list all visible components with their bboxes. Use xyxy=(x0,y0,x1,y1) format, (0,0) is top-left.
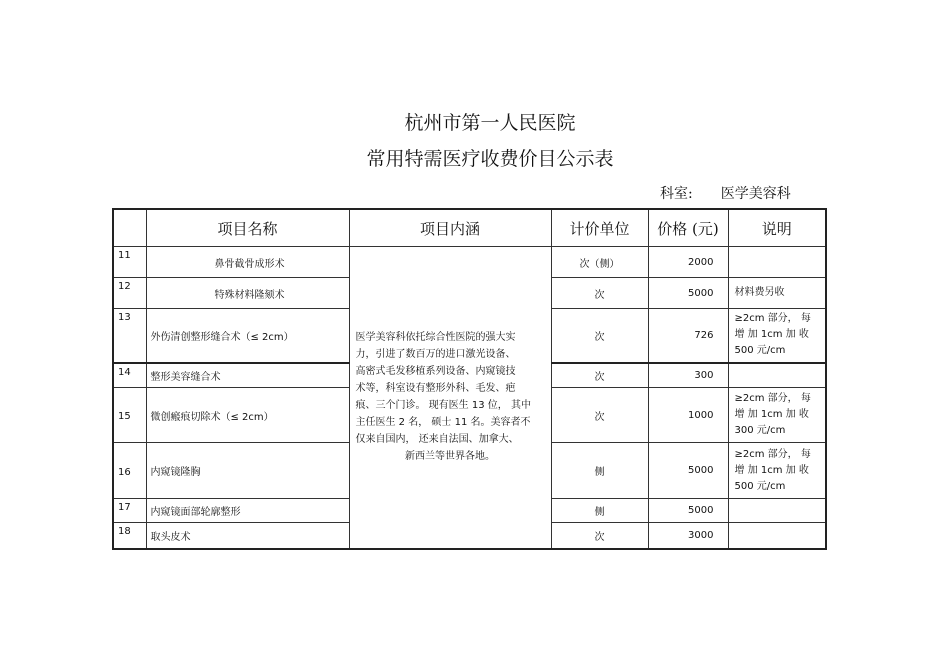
item-price: 5000 xyxy=(648,443,728,499)
header-no xyxy=(113,209,146,247)
header-price: 价格 (元) xyxy=(648,209,728,247)
item-unit: 次 xyxy=(551,388,648,443)
description-line: 主任医生 2 名， 硕士 11 名。美容者不 xyxy=(355,417,531,429)
note-line: ≥2cm 部分， 每 xyxy=(734,393,811,404)
header-unit: 计价单位 xyxy=(551,209,648,247)
description-line: 术等，科室设有整形外科、毛发、疤 xyxy=(355,383,516,395)
item-unit: 侧 xyxy=(551,443,648,499)
note-line: 增 加 1cm 加 收 xyxy=(734,464,809,476)
row-number: 14 xyxy=(113,363,146,388)
description-line: 力，引进了数百万的进口激光设备、 xyxy=(355,349,516,361)
row-number: 11 xyxy=(113,247,146,278)
item-price: 726 xyxy=(648,309,728,363)
item-note: 材料费另收 xyxy=(728,278,826,309)
item-unit: 次 xyxy=(551,278,648,309)
row-number: 18 xyxy=(113,523,146,549)
item-name: 特殊材料隆颏术 xyxy=(146,278,349,309)
item-price: 3000 xyxy=(648,523,728,549)
item-name: 取头皮术 xyxy=(146,523,349,549)
department-value: 医学美容科 xyxy=(720,186,791,202)
document-title: 常用特需医疗收费价目公示表 xyxy=(366,148,614,170)
item-unit: 侧 xyxy=(551,499,648,523)
item-note xyxy=(728,499,826,523)
item-note xyxy=(728,363,826,388)
item-price: 1000 xyxy=(648,388,728,443)
row-number: 16 xyxy=(113,443,146,499)
description-line: 新西兰等世界各地。 xyxy=(405,451,495,463)
item-price: 5000 xyxy=(648,499,728,523)
description-line: 高密式毛发移植系列设备、内窥镜技 xyxy=(355,366,516,378)
fee-table xyxy=(112,208,827,550)
item-name: 微创瘢痕切除术（≤ 2cm） xyxy=(146,388,349,443)
description-line: 仅来自国内， 还来自法国、加拿大、 xyxy=(355,434,519,446)
description-line: 痕、三个门诊。 现有医生 13 位， 其中 xyxy=(355,400,531,412)
item-name: 外伤清创整形缝合术（≤ 2cm） xyxy=(146,309,349,363)
item-name: 内窥镜面部轮廓整形 xyxy=(146,499,349,523)
item-note xyxy=(728,388,826,443)
item-price: 5000 xyxy=(648,278,728,309)
item-unit: 次 xyxy=(551,363,648,388)
hospital-name: 杭州市第一人民医院 xyxy=(404,112,576,134)
item-name: 鼻骨截骨成形术 xyxy=(146,247,349,278)
note-line: ≥2cm 部分， 每 xyxy=(734,313,811,325)
item-note xyxy=(728,523,826,549)
row-number: 15 xyxy=(113,388,146,443)
row-number: 12 xyxy=(113,278,146,309)
item-price: 2000 xyxy=(648,247,728,278)
header-name: 项目名称 xyxy=(146,209,349,247)
header-description: 项目内涵 xyxy=(349,209,551,247)
row-number: 13 xyxy=(113,309,146,363)
note-line: ≥2cm 部分， 每 xyxy=(734,448,811,460)
item-note xyxy=(728,443,826,499)
note-line: 增 加 1cm 加 收 xyxy=(734,329,809,341)
table-row xyxy=(113,247,826,278)
note-line: 300 元/cm xyxy=(734,425,786,436)
note-line: 增 加 1cm 加 收 xyxy=(734,409,809,420)
item-note xyxy=(728,309,826,363)
item-name: 整形美容缝合术 xyxy=(146,363,349,388)
header-row xyxy=(113,209,826,247)
item-note xyxy=(728,247,826,278)
row-number: 17 xyxy=(113,499,146,523)
description-line: 医学美容科依托综合性医院的强大实 xyxy=(355,332,516,344)
item-description xyxy=(349,247,551,549)
item-unit: 次 xyxy=(551,523,648,549)
note-line: 500 元/cm xyxy=(734,345,786,357)
note-line: 500 元/cm xyxy=(734,480,786,492)
department-line xyxy=(660,183,791,203)
department-label: 科室: xyxy=(660,186,693,202)
item-price: 300 xyxy=(648,363,728,388)
item-unit: 次（侧） xyxy=(551,247,648,278)
header-note: 说明 xyxy=(728,209,826,247)
item-name: 内窥镜隆胸 xyxy=(146,443,349,499)
item-unit: 次 xyxy=(551,309,648,363)
